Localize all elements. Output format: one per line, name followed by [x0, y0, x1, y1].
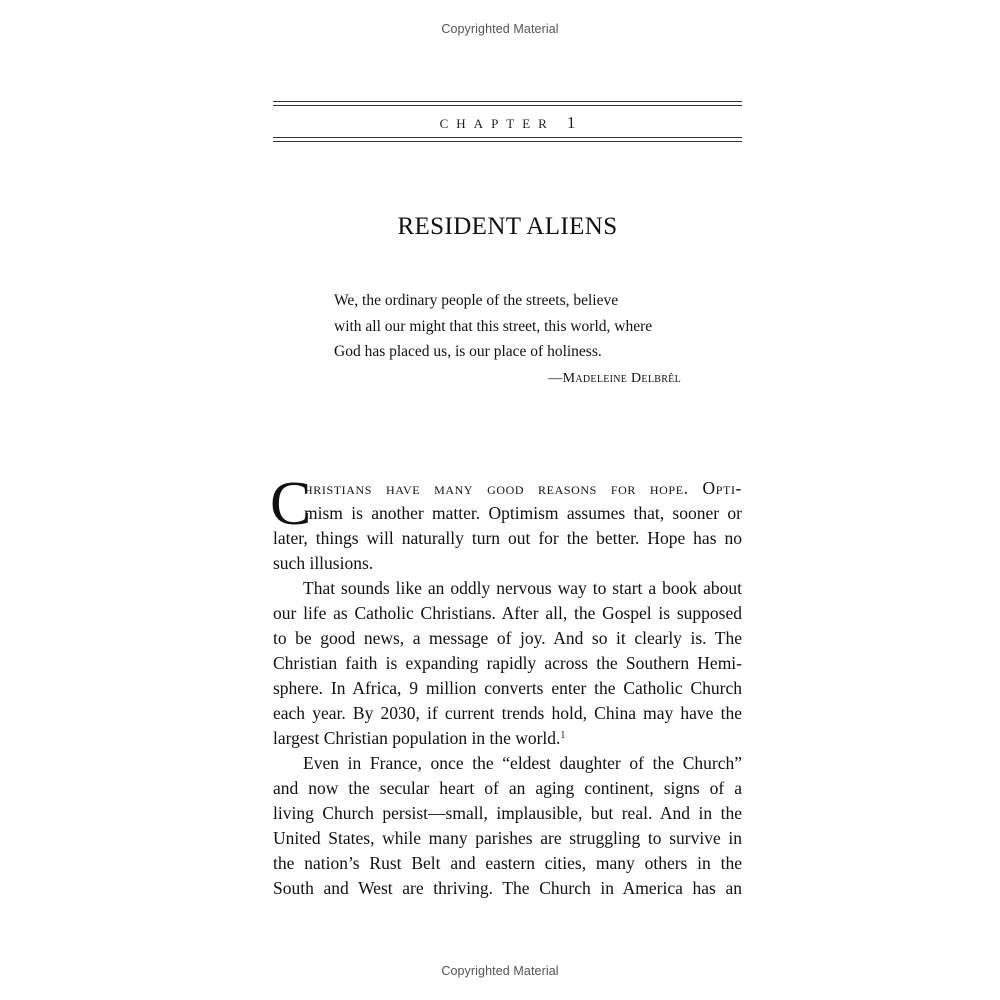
body-line: sphere. In Africa, 9 million converts enter the Catholic Church [273, 678, 742, 698]
chapter-number: 1 [566, 113, 576, 132]
body-line: South and West are thriving. The Church in America has an [273, 878, 742, 898]
body-line: such illusions. [273, 553, 374, 573]
body-line: Christian faith is expanding rapidly across the Southern Hemi- [273, 653, 742, 673]
body-line: living Church persist—small, implausible, but real. And in the [273, 803, 742, 823]
chapter-word: CHAPTER [439, 116, 555, 131]
body-line: That sounds like an oddly nervous way to start a book about [303, 578, 742, 598]
body-line: United States, while many parishes are struggling to survive in [273, 828, 742, 848]
drop-cap: C [270, 470, 312, 538]
body-line: mism is another matter. Optimism assumes that, sooner or [304, 503, 742, 523]
epigraph-line: We, the ordinary people of the streets, believe [334, 292, 619, 309]
header-rule-bottom-1 [273, 137, 742, 138]
body-line: later, things will naturally turn out for the better. Hope has no [273, 528, 742, 548]
footnote-reference: 1 [560, 730, 566, 741]
epigraph [334, 288, 694, 365]
header-rule-top-1 [273, 101, 742, 102]
body-line-with-footnote [273, 726, 742, 751]
epigraph-line: God has placed us, is our place of holiness. [334, 343, 602, 360]
header-rule-top-2 [273, 105, 742, 106]
body-line: our life as Catholic Christians. After all, the Gospel is supposed [273, 603, 742, 623]
chapter-title: RESIDENT ALIENS [397, 213, 618, 240]
body-line: hristians have many good reasons for hope. Opti- [304, 478, 742, 498]
copyright-watermark-top: Copyrighted Material [441, 22, 559, 36]
header-rule-bottom-2 [273, 141, 742, 142]
body-line: each year. By 2030, if current trends hold, China may have the [273, 703, 742, 723]
body-line: Even in France, once the “eldest daughter of the Church” [303, 753, 742, 773]
epigraph-line: with all our might that this street, this world, where [334, 317, 653, 335]
body-line: the nation’s Rust Belt and eastern cities, many others in the [273, 853, 742, 873]
copyright-watermark-bottom: Copyrighted Material [441, 964, 559, 978]
chapter-label [273, 113, 742, 133]
body-line: to be good news, a message of joy. And so it clearly is. The [273, 628, 742, 648]
body-text [273, 476, 742, 901]
body-line: and now the secular heart of an aging continent, signs of a [273, 778, 742, 798]
epigraph-attribution: —Madeleine Delbrêl [548, 371, 681, 386]
body-line-text: largest Christian population in the world. [273, 728, 561, 748]
